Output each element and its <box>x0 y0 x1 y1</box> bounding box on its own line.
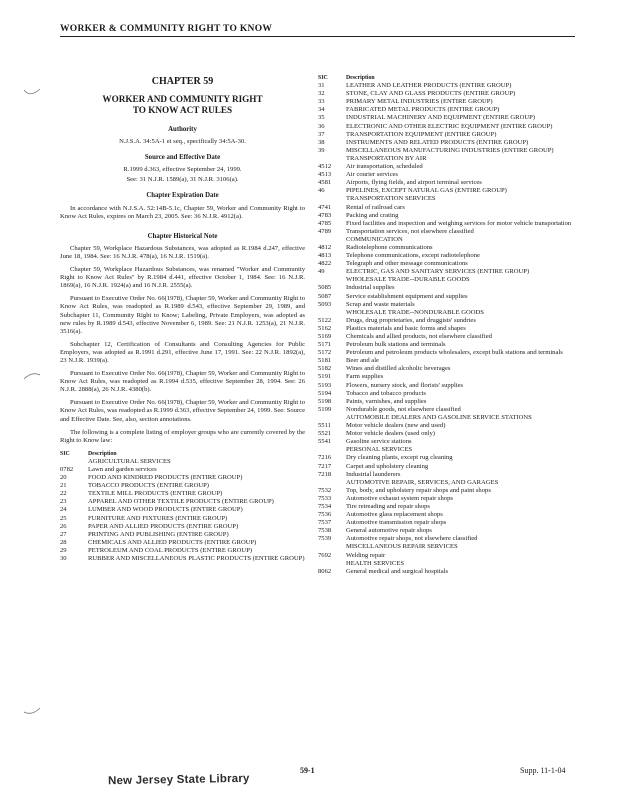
sic-code: 35 <box>318 114 325 122</box>
sic-code: 27 <box>60 530 67 538</box>
sic-code: 5521 <box>318 430 332 438</box>
sic-code <box>318 414 346 422</box>
sic-code: 29 <box>60 546 67 554</box>
sic-description: Lawn and garden services <box>88 466 157 473</box>
sic-code <box>318 195 346 203</box>
sic-code: 4813 <box>318 252 332 260</box>
sic-code: 5093 <box>318 300 332 308</box>
table-row <box>60 547 305 555</box>
table-row <box>318 365 576 373</box>
sic-code: 46 <box>318 187 325 195</box>
history-paragraph: Pursuant to Executive Order No. 66(1978), Chapter 59, Worker and Community Right to Know Act Rules, was readopted as R.1999 d.363, effective September 24, 1999. See: Source and Effective Date. See, also, section annotations. <box>60 399 305 423</box>
description-column-header: Description <box>346 75 375 81</box>
table-row <box>318 495 576 503</box>
sic-code: 7532 <box>318 486 332 494</box>
table-row <box>318 293 576 301</box>
table-row <box>318 560 576 568</box>
sic-description: TRANSPORTATION SERVICES <box>346 195 436 203</box>
source-heading: Source and Effective Date <box>144 154 221 162</box>
table-row <box>60 490 305 498</box>
sic-code: 36 <box>318 122 325 130</box>
authority-text: N.J.S.A. 34:5A-1 et seq., specifically 34:5A-30. <box>119 138 246 146</box>
sic-description: Transportation services, not elsewhere classified <box>346 227 474 235</box>
table-row <box>318 220 576 228</box>
sic-code: 24 <box>60 506 67 514</box>
table-row <box>318 195 576 203</box>
sic-description: Beer and ale <box>346 357 379 365</box>
sic-code <box>318 309 346 317</box>
table-row <box>60 482 305 490</box>
left-column <box>60 74 305 563</box>
table-row <box>318 325 576 333</box>
sic-code: 7217 <box>318 462 332 470</box>
sic-code: 5181 <box>318 357 332 365</box>
sic-code: 33 <box>318 98 325 106</box>
sic-description: FURNITURE AND FIXTURES (ENTIRE GROUP) <box>88 514 228 522</box>
sic-description: FABRICATED METAL PRODUCTS (ENTIRE GROUP) <box>346 106 500 114</box>
sic-description: Nondurable goods, not elsewhere classified <box>346 405 461 413</box>
table-row <box>60 531 305 539</box>
sic-code: 37 <box>318 130 325 138</box>
sic-code: 0782 <box>60 466 74 473</box>
sic-description: PIPELINES, EXCEPT NATURAL GAS (ENTIRE GROUP) <box>346 187 507 195</box>
sic-code <box>318 236 346 244</box>
margin-mark-icon <box>22 704 44 718</box>
table-row <box>318 382 576 390</box>
sic-code: 23 <box>60 498 67 506</box>
sic-code: 7538 <box>318 527 332 535</box>
table-row <box>318 390 576 398</box>
sic-description: Scrap and waste materials <box>346 300 415 308</box>
sic-table-right <box>318 74 576 576</box>
sic-code: 4812 <box>318 243 332 251</box>
chapter-number: CHAPTER 59 <box>151 76 214 87</box>
sic-description: Airports, flying fields, and airport terminal services <box>346 179 482 187</box>
history-heading: Chapter Historical Note <box>147 232 218 240</box>
sic-code: 8062 <box>318 567 332 575</box>
table-row <box>318 463 576 471</box>
sic-code <box>318 543 346 551</box>
sic-code: 5169 <box>318 333 332 340</box>
sic-description: WHOLESALE TRADE--NONDURABLE GOODS <box>346 308 484 316</box>
sic-description: LEATHER AND LEATHER PRODUCTS (ENTIRE GROUP) <box>346 82 512 90</box>
table-row <box>60 506 305 514</box>
table-row <box>318 422 576 430</box>
table-row <box>318 260 576 268</box>
table-row <box>318 373 576 381</box>
expiration-heading: Chapter Expiration Date <box>146 192 219 200</box>
sic-code: 5172 <box>318 349 332 357</box>
sic-description: Fixed facilities and inspection and weighing services for motor vehicle transportation <box>346 219 572 227</box>
table-header-row <box>318 74 576 82</box>
sic-code: 4741 <box>318 203 332 211</box>
sic-column-header: SIC <box>318 75 328 81</box>
sic-description: Air transportation, scheduled <box>346 163 423 171</box>
table-row <box>318 284 576 292</box>
sic-description: STONE, CLAY AND GLASS PRODUCTS (ENTIRE GROUP) <box>346 90 516 98</box>
sic-description: PETROLEUM AND COAL PRODUCTS (ENTIRE GROUP) <box>88 546 253 554</box>
sic-description: General medical and surgical hospitals <box>346 567 449 575</box>
chapter-title-line: WORKER AND COMMUNITY RIGHT <box>102 94 263 104</box>
sic-description: Farm supplies <box>346 373 384 381</box>
table-row <box>318 446 576 454</box>
sic-description: Tire retreading and repair shops <box>346 502 430 510</box>
chapter-title-line: TO KNOW ACT RULES <box>132 105 233 115</box>
sic-code <box>318 155 346 163</box>
sic-code: 7692 <box>318 551 332 559</box>
table-row <box>318 236 576 244</box>
table-row <box>318 114 576 122</box>
sic-description: ELECTRIC, GAS AND SANITARY SERVICES (ENTIRE GROUP) <box>346 268 530 276</box>
sic-description: Automotive glass replacement shops <box>346 511 443 519</box>
sic-description: TEXTILE MILL PRODUCTS (ENTIRE GROUP) <box>88 490 223 498</box>
expiration-text: In accordance with N.J.S.A. 52:14B-5.1c, Chapter 59, Worker and Community Right to Know Act Rules, expires on March 23, 2005. See: 36 N.J.R. 4912(a). <box>60 204 305 220</box>
sic-code: 4513 <box>318 171 332 179</box>
sic-code: 5085 <box>318 284 332 292</box>
sic-description: RUBBER AND MISCELLANEOUS PLASTIC PRODUCTS (ENTIRE GROUP) <box>88 555 305 563</box>
sic-code: 5199 <box>318 405 332 413</box>
sic-description: TOBACCO PRODUCTS (ENTIRE GROUP) <box>88 482 209 490</box>
table-row <box>318 212 576 220</box>
table-row <box>318 479 576 487</box>
sic-description: ELECTRONIC AND OTHER ELECTRIC EQUIPMENT (ENTIRE GROUP) <box>346 122 553 130</box>
sic-description: Carpet and upholstery cleaning <box>346 462 429 470</box>
sic-code: 5162 <box>318 324 332 332</box>
table-row <box>318 543 576 551</box>
table-row <box>318 357 576 365</box>
sic-code <box>60 458 88 466</box>
table-header-row <box>60 450 305 458</box>
sic-description: AUTOMOBILE DEALERS AND GASOLINE SERVICE STATIONS <box>346 413 532 421</box>
table-row <box>318 317 576 325</box>
library-stamp: New Jersey State Library <box>107 772 250 788</box>
sic-description: PAPER AND ALLIED PRODUCTS (ENTIRE GROUP) <box>88 522 239 530</box>
sic-code <box>318 479 346 487</box>
sic-code: 5122 <box>318 316 332 324</box>
table-row <box>318 519 576 527</box>
history-paragraph: Pursuant to Executive Order No. 66(1978), Chapter 59, Worker and Community Right to Know Act Rules, was readopted as R.1989 d.543, effective September 29, 1989, and Subchapter 11, Community Right to Know; Labeling, Private Employers, was adopted as new rules by R.1989 d.543, effective November 6, 1989. See: 21 N.J.R. 1253(a), 21 N.J.R. 3516(a). <box>60 295 305 335</box>
sic-code: 49 <box>318 268 325 276</box>
sic-description: Drugs, drug proprietaries, and druggists' sundries <box>346 316 476 324</box>
table-row <box>318 535 576 543</box>
table-row <box>60 555 305 563</box>
history-paragraph: Subchapter 12, Certification of Consultants and Consulting Agencies for Public Employers, was adopted as R.1991 d.291, effective June 17, 1991. See: 22 N.J.R. 1892(a), 23 N.J.R. 1939(a). <box>60 340 305 364</box>
table-row <box>318 454 576 462</box>
sic-description: Gasoline service stations <box>346 438 412 446</box>
sic-description: COMMUNICATION <box>346 235 403 243</box>
sic-description: Telegraph and other message communications <box>346 260 468 268</box>
sic-description: Plastics materials and basic forms and shapes <box>346 324 466 332</box>
sic-description: PERSONAL SERVICES <box>346 446 413 454</box>
sic-code: 26 <box>60 522 67 530</box>
sic-description: LUMBER AND WOOD PRODUCTS (ENTIRE GROUP) <box>88 506 243 514</box>
sic-description: TRANSPORTATION EQUIPMENT (ENTIRE GROUP) <box>346 130 497 138</box>
sic-description: CHEMICALS AND ALLIED PRODUCTS (ENTIRE GROUP) <box>88 538 257 546</box>
source-line: R.1999 d.363, effective September 24, 1999. <box>123 166 242 174</box>
sic-description: Motor vehicle dealers (used only) <box>346 430 435 438</box>
table-row <box>60 466 305 474</box>
table-row <box>318 552 576 560</box>
sic-description: Top, body, and upholstery repair shops and paint shops <box>346 486 491 494</box>
table-row <box>318 98 576 106</box>
sic-code: 5198 <box>318 397 332 405</box>
table-row <box>318 204 576 212</box>
table-row <box>60 458 305 466</box>
margin-mark-icon <box>22 86 44 100</box>
sic-description: WHOLESALE TRADE--DURABLE GOODS <box>346 276 470 284</box>
right-column <box>318 74 576 576</box>
sic-code: 4789 <box>318 227 332 235</box>
table-row <box>318 398 576 406</box>
sic-description: HEALTH SERVICES <box>346 559 405 567</box>
table-row <box>318 123 576 131</box>
supplement-date: Supp. 11-1-04 <box>520 766 566 775</box>
table-row <box>318 527 576 535</box>
sic-code: 7216 <box>318 454 332 462</box>
sic-description: Paints, varnishes, and supplies <box>346 397 427 405</box>
sic-description: General automotive repair shops <box>346 527 432 535</box>
sic-code: 20 <box>60 474 67 482</box>
table-row <box>318 187 576 195</box>
sic-code: 31 <box>318 82 325 90</box>
sic-code: 28 <box>60 538 67 546</box>
sic-code: 22 <box>60 490 67 498</box>
table-row <box>318 341 576 349</box>
table-row <box>60 474 305 482</box>
table-row <box>318 90 576 98</box>
sic-description: Petroleum and petroleum products wholesalers, except bulk stations and terminals <box>346 349 563 357</box>
sic-code: 38 <box>318 138 325 146</box>
table-row <box>318 139 576 147</box>
sic-description: FOOD AND KINDRED PRODUCTS (ENTIRE GROUP) <box>88 474 243 482</box>
page-number: 59-1 <box>300 766 315 775</box>
sic-description: MISCELLANEOUS MANUFACTURING INDUSTRIES (ENTIRE GROUP) <box>346 146 554 154</box>
table-row <box>318 171 576 179</box>
sic-code: 4783 <box>318 211 332 219</box>
sic-description: Welding repair <box>346 551 386 559</box>
sic-code: 4581 <box>318 179 332 187</box>
sic-description: Tobacco and tobacco products <box>346 389 426 397</box>
sic-code: 5087 <box>318 292 332 300</box>
sic-code <box>318 446 346 454</box>
table-row <box>318 503 576 511</box>
table-row <box>318 414 576 422</box>
history-paragraph: Chapter 59, Workplace Hazardous Substances, was adopted as R.1984 d.247, effective June 18, 1984. See: 16 N.J.R. 478(a), 16 N.J.R. 1519(a). <box>60 244 305 260</box>
table-row <box>318 131 576 139</box>
sic-table-left <box>60 450 305 563</box>
history-paragraph: Chapter 59, Workplace Hazardous Substances, was renamed "Worker and Community Right to Know Act Rules" by R.1984 d.441, effective October 1, 1984. See: 16 N.J.R. 1869(a), 16 N.J.R. 1924(a) and 16 N.J.R. 2555(a). <box>60 266 305 290</box>
sic-description: Chemicals and allied products, not elsewhere classified <box>346 333 492 340</box>
sic-code: 39 <box>318 146 325 154</box>
sic-code <box>318 276 346 284</box>
sic-description: Flowers, nursery stock, and florists' supplies <box>346 381 464 389</box>
sic-code: 5182 <box>318 365 332 373</box>
sic-description: AGRICULTURAL SERVICES <box>88 457 171 465</box>
table-row <box>318 349 576 357</box>
sic-description: APPAREL AND OTHER TEXTILE PRODUCTS (ENTIRE GROUP) <box>88 498 274 506</box>
sic-code: 4512 <box>318 163 332 171</box>
table-row <box>318 276 576 284</box>
sic-description: Motor vehicle dealers (new and used) <box>346 422 446 430</box>
table-row <box>318 333 576 341</box>
table-row <box>318 309 576 317</box>
table-row <box>318 511 576 519</box>
sic-description: Air courier services <box>346 171 398 179</box>
table-row <box>318 106 576 114</box>
sic-code: 5511 <box>318 422 331 430</box>
table-row <box>318 228 576 236</box>
sic-description: INSTRUMENTS AND RELATED PRODUCTS (ENTIRE GROUP) <box>346 138 529 146</box>
table-row <box>318 438 576 446</box>
running-head: WORKER & COMMUNITY RIGHT TO KNOW <box>60 24 575 37</box>
sic-description: Industrial supplies <box>346 284 395 292</box>
chapter-title <box>60 94 305 116</box>
table-row <box>318 406 576 414</box>
table-row <box>60 515 305 523</box>
sic-code: 5541 <box>318 438 332 446</box>
table-row <box>318 244 576 252</box>
sic-code: 4785 <box>318 219 332 227</box>
table-row <box>318 179 576 187</box>
sic-description: INDUSTRIAL MACHINERY AND EQUIPMENT (ENTIRE GROUP) <box>346 114 535 122</box>
sic-code: 7533 <box>318 494 332 502</box>
sic-code: 25 <box>60 514 67 522</box>
sic-description: Automotive exhaust system repair shops <box>346 494 453 502</box>
sic-code: 7537 <box>318 519 332 527</box>
table-row <box>318 155 576 163</box>
table-row <box>60 539 305 547</box>
history-paragraph: The following is a complete listing of employer groups who are currently covered by the Right to Know law: <box>60 428 305 444</box>
sic-description: Automotive repair shops, not elsewhere classified <box>346 535 478 543</box>
sic-code: 34 <box>318 106 325 114</box>
sic-description: Petroleum bulk stations and terminals <box>346 341 446 349</box>
sic-description: Telephone communications, except radiotelephone <box>346 252 480 260</box>
sic-description: Service establishment equipment and supplies <box>346 292 468 300</box>
table-row <box>318 471 576 479</box>
table-row <box>60 523 305 531</box>
sic-code: 5171 <box>318 341 332 349</box>
authority-heading: Authority <box>168 126 197 133</box>
table-row <box>318 252 576 260</box>
source-line: See: 31 N.J.R. 1589(a), 31 N.J.R. 3106(a). <box>126 176 239 184</box>
sic-description: PRIMARY METAL INDUSTRIES (ENTIRE GROUP) <box>346 98 493 106</box>
sic-description: TRANSPORTATION BY AIR <box>346 154 427 162</box>
sic-code: 7218 <box>318 470 332 478</box>
sic-description: Wines and distilled alcoholic beverages <box>346 365 451 373</box>
description-column-header: Description <box>88 450 117 457</box>
sic-description: MISCELLANEOUS REPAIR SERVICES <box>346 543 458 551</box>
sic-description: Packing and crating <box>346 211 399 219</box>
sic-code: 32 <box>318 90 325 98</box>
sic-description: PRINTING AND PUBLISHING (ENTIRE GROUP) <box>88 530 229 538</box>
sic-code: 4822 <box>318 260 332 268</box>
sic-code: 7534 <box>318 502 332 510</box>
sic-description: Industrial launderers <box>346 470 401 478</box>
table-row <box>318 430 576 438</box>
table-row <box>60 498 305 506</box>
table-row <box>318 147 576 155</box>
table-row <box>318 487 576 495</box>
sic-code: 7536 <box>318 511 332 519</box>
table-row <box>318 268 576 276</box>
sic-code: 5194 <box>318 389 332 397</box>
sic-code: 21 <box>60 482 67 490</box>
table-row <box>318 568 576 576</box>
sic-description: Radiotelephone communications <box>346 243 433 251</box>
table-row <box>318 301 576 309</box>
sic-description: AUTOMOTIVE REPAIR, SERVICES, AND GARAGES <box>346 478 499 486</box>
sic-code: 5191 <box>318 373 332 381</box>
sic-column-header: SIC <box>60 450 70 457</box>
history-paragraph: Pursuant to Executive Order No. 66(1978), Chapter 59, Worker and Community Right to Know Act Rules, was readopted as R.1994 d.535, effective September 28, 1994. See: 26 N.J.R. 2888(a), 26 N.J.R. 4380(b). <box>60 370 305 394</box>
sic-description: Rental of railroad cars <box>346 203 405 211</box>
table-row <box>318 163 576 171</box>
sic-code: 30 <box>60 555 67 563</box>
sic-description: Dry cleaning plants, except rug cleaning <box>346 454 453 462</box>
sic-code: 7539 <box>318 535 332 543</box>
sic-code <box>318 560 346 568</box>
sic-code: 5193 <box>318 381 332 389</box>
sic-description: Automotive transmission repair shops <box>346 519 447 527</box>
margin-mark-icon <box>22 365 44 383</box>
table-row <box>318 82 576 90</box>
